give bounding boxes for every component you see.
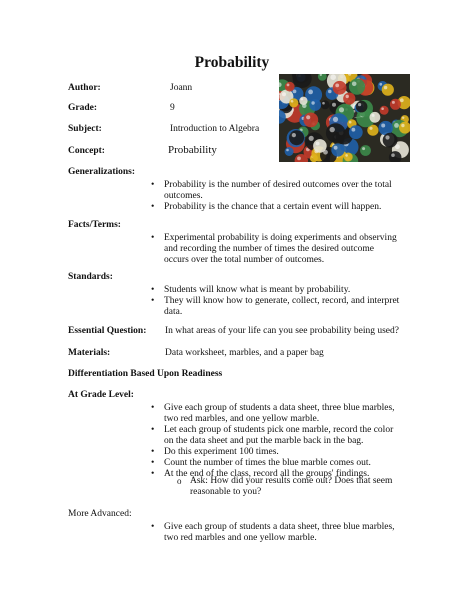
marble	[313, 139, 327, 153]
marbles-photo	[279, 74, 410, 162]
marble	[383, 133, 398, 148]
differentiation-heading: Differentiation Based Upon Readiness	[68, 369, 223, 379]
concept-value: Probability	[168, 144, 217, 156]
marble-highlight	[345, 154, 348, 157]
marble-highlight	[362, 147, 365, 150]
marble-highlight	[394, 123, 399, 128]
list-item: • At the end of the class, record all the groups' findings.	[164, 469, 400, 480]
marble-highlight	[381, 107, 384, 110]
marble-highlight	[349, 121, 352, 124]
essential-question-label: Essential Question:	[68, 326, 147, 336]
marble-highlight	[335, 84, 339, 88]
marble-highlight	[301, 98, 303, 100]
marble	[333, 81, 347, 95]
concept-label: Concept:	[68, 146, 105, 156]
marble	[289, 130, 304, 145]
marble-highlight	[291, 100, 294, 103]
marble-highlight	[286, 149, 289, 152]
generalizations-label: Generalizations:	[68, 167, 136, 177]
marble-highlight	[332, 103, 336, 107]
standards-label: Standards:	[68, 272, 113, 282]
marble	[321, 100, 330, 109]
list-item: • Probability is the number of desired outcomes over the total outcomes.	[164, 180, 394, 202]
marble-highlight	[328, 90, 332, 94]
marble	[390, 99, 401, 110]
marble-highlight	[306, 115, 310, 119]
marble-highlight	[339, 107, 344, 112]
marble-highlight	[381, 124, 385, 128]
list-item: • Probability is the chance that a certain event will happen.	[164, 202, 394, 213]
marble-highlight	[311, 101, 314, 104]
marble-highlight	[352, 82, 357, 87]
list-item: • They will know how to generate, collect, record, and interpret data.	[164, 296, 400, 318]
list-item: • Do this experiment 100 times.	[164, 447, 400, 458]
list-item: • Count the number of times the blue marble comes out.	[164, 458, 400, 469]
marble	[289, 98, 298, 107]
marble-highlight	[330, 127, 335, 132]
page-title: Probability	[194, 54, 270, 71]
marble	[318, 74, 327, 81]
list-item: • Let each group of students pick one marble, record the color on the data sheet and put the marble back in the bag.	[164, 425, 400, 447]
marble-highlight	[316, 142, 320, 146]
marble-highlight	[385, 135, 389, 139]
marble-highlight	[372, 114, 375, 117]
grade-value: 9	[170, 103, 175, 113]
marble	[349, 79, 365, 95]
marble-highlight	[297, 157, 301, 161]
marble	[382, 84, 394, 96]
author-value: Joann	[170, 83, 193, 93]
marble	[285, 82, 295, 92]
marble	[380, 106, 389, 115]
marble-highlight	[292, 133, 296, 137]
list-item: • Students will know what is meant by probability.	[164, 285, 400, 296]
marble-highlight	[392, 101, 395, 104]
subject-value: Introduction to Algebra	[170, 124, 260, 134]
marble-highlight	[395, 144, 400, 149]
essential-question-value: In what areas of your life can you see probability being used?	[165, 326, 399, 336]
at-grade-level-label: At Grade Level:	[68, 390, 134, 400]
marble-highlight	[384, 86, 387, 89]
subject-label: Subject:	[68, 124, 102, 134]
marble-highlight	[379, 83, 382, 86]
list-item: • Experimental probability is doing experiments and observing and recording the number of times the desired outcome occurs over the total number of outcomes.	[164, 233, 400, 266]
marble	[331, 143, 344, 156]
list-item: • Give each group of students a data sheet, three blue marbles, two red marbles, and one yellow marble.	[164, 403, 400, 425]
marble-highlight	[400, 98, 404, 102]
marble-highlight	[282, 92, 286, 96]
marble-highlight	[391, 153, 395, 157]
marble	[299, 97, 307, 105]
marble-highlight	[333, 117, 338, 122]
facts-terms-list	[164, 233, 400, 266]
author-label: Author:	[68, 83, 101, 93]
marble-highlight	[402, 117, 404, 119]
more-advanced-list	[164, 522, 400, 544]
marbles-image	[279, 74, 410, 162]
marble	[309, 99, 321, 111]
more-advanced-label: More Advanced:	[68, 509, 132, 519]
at-grade-level-list	[164, 403, 400, 480]
marble	[285, 147, 294, 156]
marble	[326, 123, 346, 143]
marble-highlight	[401, 124, 404, 127]
grade-label: Grade:	[68, 103, 98, 113]
marble-highlight	[358, 103, 361, 106]
facts-terms-label: Facts/Terms:	[68, 220, 121, 230]
marble	[360, 145, 371, 156]
marble	[349, 125, 363, 139]
marble-highlight	[369, 127, 372, 130]
marble	[356, 101, 368, 113]
list-item: o Ask: How did your results come out? Does that seem reasonable to you?	[190, 476, 400, 498]
materials-value: Data worksheet, marbles, and a paper bag	[165, 348, 324, 358]
marble	[370, 112, 381, 123]
generalizations-list	[164, 180, 394, 213]
marble-highlight	[330, 74, 336, 80]
standards-list	[164, 285, 400, 318]
marble-highlight	[352, 128, 356, 132]
marble-highlight	[346, 95, 349, 98]
at-grade-level-sublist	[190, 476, 400, 498]
marble-highlight	[308, 90, 313, 95]
marble-highlight	[334, 146, 338, 150]
marble	[344, 153, 353, 162]
marble-highlight	[322, 102, 325, 105]
marble-highlight	[287, 84, 290, 87]
list-item: • Give each group of students a data sheet, three blue marbles, two red marbles and one yellow marble.	[164, 522, 400, 544]
marble	[343, 93, 355, 105]
marble	[303, 113, 318, 128]
marble-highlight	[309, 136, 314, 141]
materials-label: Materials:	[68, 348, 111, 358]
